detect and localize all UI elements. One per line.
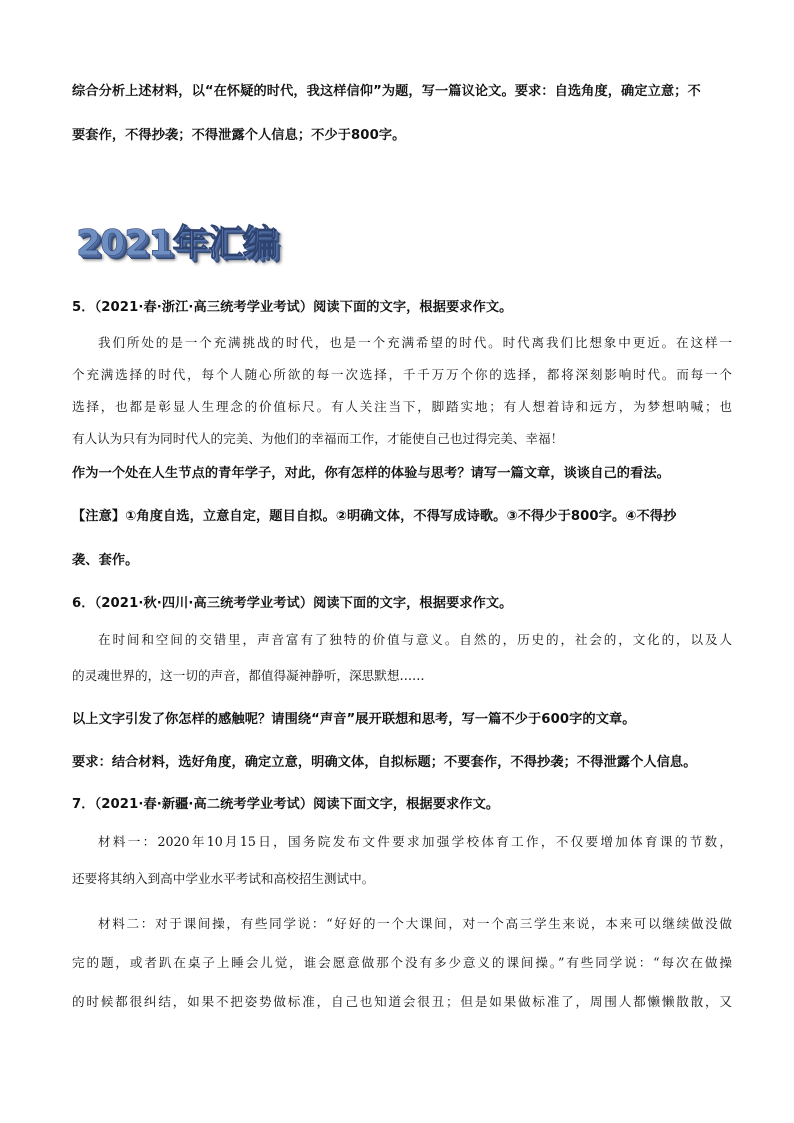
q6-requirements: 要求：结合材料，选好角度，确定立意，明确文体，自拟标题；不要套作，不得抄袭；不得泄露个人信息。	[72, 755, 697, 770]
intro-line-2: 要套作，不得抄袭；不得泄露个人信息；不少于800字。	[72, 128, 406, 143]
q5-heading: 5．（2021·春·浙江·高三统考学业考试）阅读下面的文字，根据要求作文。	[72, 300, 513, 315]
q7-material2-line-2: 完的题，或者趴在桌子上睡会儿觉，谁会愿意做那个没有多少意义的课间操。”有些同学说：“每次在做操	[72, 955, 732, 970]
q7-material2-line-1: 材料二：对于课间操，有些同学说：“好好的一个大课间，对一个高三学生来说，本来可以继续做没做	[98, 916, 732, 931]
q6-para-line-1: 在时间和空间的交错里，声音富有了独特的价值与意义。自然的，历史的，社会的，文化的，以及人	[98, 632, 732, 647]
intro-line-1: 综合分析上述材料，以“在怀疑的时代，我这样信仰”为题，写一篇议论文。要求：自选角度，确定立意；不	[72, 84, 701, 99]
q6-prompt: 以上文字引发了你怎样的感触呢？请围绕“声音”展开联想和思考，写一篇不少于600字的文章。	[72, 712, 636, 727]
q5-para-line-4: 有人认为只有为同时代人的完美、为他们的幸福而工作，才能使自己也过得完美、幸福！	[72, 431, 564, 446]
q7-material2-line-3: 的时候都很纠结，如果不把姿势做标准，自己也知道会很丑；但是如果做标准了，周围人都懒懒散散，又	[72, 994, 732, 1009]
q7-heading: 7．（2021·春·新疆·高二统考学业考试）阅读下面文字，根据要求作文。	[72, 797, 500, 812]
q5-para-line-1: 我们所处的是一个充满挑战的时代，也是一个充满希望的时代。时代离我们比想象中更近。在这样一	[98, 335, 732, 350]
q5-para-line-2: 个充满选择的时代，每个人随心所欲的每一次选择，千千万万个你的选择，都将深刻影响时代。而每一个	[72, 367, 732, 382]
q5-note-line-2: 袭、套作。	[72, 553, 139, 568]
q5-para-line-3: 选择，也都是彰显人生理念的价值标尺。有人关注当下，脚踏实地；有人想着诗和远方，为梦想呐喊；也	[72, 399, 732, 414]
q7-material1-line-2: 还要将其纳入到高中学业水平考试和高校招生测试中。	[72, 871, 375, 886]
q5-note-line-1: 【注意】①角度自选，立意自定，题目自拟。②明确文体，不得写成诗歌。③不得少于800字。④不得抄	[72, 509, 677, 524]
q5-prompt: 作为一个处在人生节点的青年学子，对此，你有怎样的体验与思考？请写一篇文章，谈谈自己的看法。	[72, 466, 670, 481]
section-banner-2021: 2021年汇编	[76, 223, 278, 264]
q7-material1-line-1: 材料一：2020年10月15日，国务院发布文件要求加强学校体育工作，不仅要增加体育课的节数，	[98, 834, 732, 849]
q6-heading: 6．（2021·秋·四川·高三统考学业考试）阅读下面的文字，根据要求作文。	[72, 596, 513, 611]
q6-para-line-2: 的灵魂世界的，这一切的声音，都值得凝神静听，深思默想……	[72, 668, 425, 683]
